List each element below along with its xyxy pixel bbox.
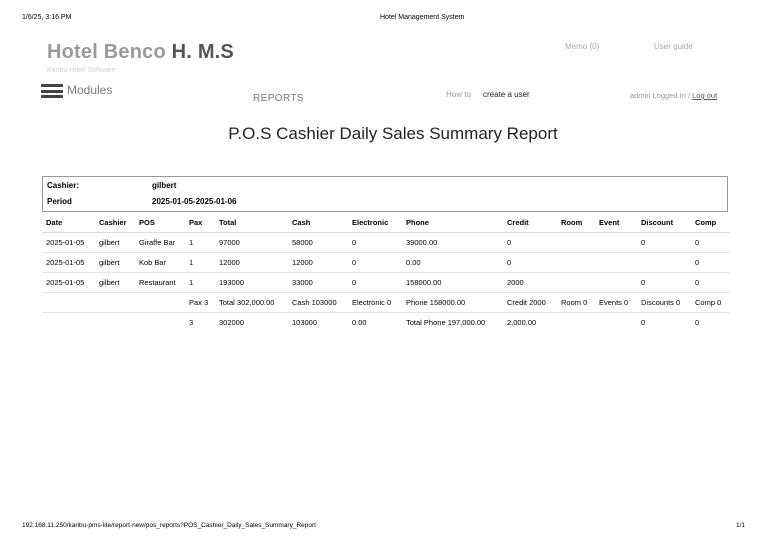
- print-doc-title: Hotel Management System: [380, 14, 465, 21]
- table-cell: 0: [695, 318, 700, 327]
- table-cell: [595, 233, 637, 253]
- table-cell: Comp 0: [691, 293, 730, 313]
- table-cell: 12000: [215, 253, 288, 273]
- table-cell: Kob Bar: [135, 253, 185, 273]
- login-status: [630, 91, 717, 100]
- table-cell: Electronic 0: [348, 293, 402, 313]
- column-header: Cash: [288, 213, 348, 233]
- table-cell: Giraffe Bar: [135, 233, 185, 253]
- table-cell: 0: [691, 253, 730, 273]
- table-cell: 0.00: [402, 253, 503, 273]
- column-header: Comp: [691, 213, 730, 233]
- table-cell: 2025-01-05: [42, 273, 95, 293]
- table-cell: Events 0: [595, 293, 637, 313]
- table-cell: 0: [348, 233, 402, 253]
- table-cell: 0: [637, 233, 691, 253]
- table-row: [42, 313, 730, 333]
- table-cell: [42, 293, 95, 313]
- table-cell: [42, 313, 95, 333]
- table-cell: 0: [348, 273, 402, 293]
- brand-name-light: Hotel Benco: [47, 41, 166, 63]
- cashier-value: gilbert: [152, 181, 177, 190]
- logged-in-text: admin Logged In /: [630, 91, 691, 100]
- brand-name-dark: H. M.S: [171, 41, 234, 63]
- table-cell: 0: [348, 253, 402, 273]
- table-cell: 3: [189, 318, 194, 327]
- period-value: 2025-01-05-2025-01-06: [152, 197, 237, 206]
- table-cell: [557, 313, 595, 333]
- table-cell: 33000: [288, 273, 348, 293]
- how-to-label: How to: [446, 90, 471, 99]
- table-cell: Cash 103000: [288, 293, 348, 313]
- table-cell: 2000: [503, 273, 557, 293]
- table-cell: [595, 273, 637, 293]
- table-cell: [95, 313, 135, 333]
- table-cell: 302000: [219, 318, 245, 327]
- table-cell: Phone 158000.00: [402, 293, 503, 313]
- menu-icon[interactable]: [41, 84, 63, 98]
- table-cell: gilbert: [95, 273, 135, 293]
- table-cell: 12000: [288, 253, 348, 273]
- table-cell: [135, 313, 185, 333]
- table-cell: 1: [185, 233, 215, 253]
- column-header: Cashier: [95, 213, 135, 233]
- table-cell: [95, 293, 135, 313]
- sales-summary-table: [42, 213, 730, 332]
- column-header: Phone: [402, 213, 503, 233]
- table-cell: 0: [503, 253, 557, 273]
- print-page-number: 1/1: [736, 522, 746, 529]
- table-cell: Room 0: [557, 293, 595, 313]
- table-cell: 2,000.00: [507, 318, 537, 327]
- table-cell: gilbert: [95, 253, 135, 273]
- table-cell: 1: [185, 253, 215, 273]
- column-header: POS: [135, 213, 185, 233]
- table-cell: Total 302,000.00: [215, 293, 288, 313]
- table-cell: 0: [637, 273, 691, 293]
- table-cell: 39000.00: [402, 233, 503, 253]
- table-cell: [135, 293, 185, 313]
- column-header: Date: [42, 213, 95, 233]
- table-cell: 193000: [215, 273, 288, 293]
- table-cell: 158000.00: [402, 273, 503, 293]
- table-cell: 97000: [215, 233, 288, 253]
- column-header: Event: [595, 213, 637, 233]
- table-cell: 0: [691, 233, 730, 253]
- table-cell: [557, 253, 595, 273]
- table-cell: [557, 273, 595, 293]
- table-cell: gilbert: [95, 233, 135, 253]
- table-cell: 1: [185, 273, 215, 293]
- modules-menu[interactable]: Modules: [67, 83, 113, 97]
- column-header: Discount: [637, 213, 691, 233]
- table-cell: 0: [503, 233, 557, 253]
- report-title: P.O.S Cashier Daily Sales Summary Report: [228, 124, 558, 143]
- memo-link[interactable]: Memo (0): [565, 42, 600, 51]
- table-cell: [595, 253, 637, 273]
- table-cell: Total Phone 197,000.00: [406, 318, 486, 327]
- table-cell: [637, 253, 691, 273]
- table-cell: Credit 2000: [503, 293, 557, 313]
- table-cell: 0.00: [352, 318, 367, 327]
- print-footer-url: 192.168.11.250/karibu-pms-lite/report-new/pos_reports?POS_Cashier_Daily_Sales_Summary_Report: [22, 522, 316, 529]
- reports-heading: REPORTS: [253, 93, 304, 104]
- report-info-box: [42, 176, 728, 212]
- table-cell: 103000: [292, 318, 318, 327]
- table-cell: Restaurant: [135, 273, 185, 293]
- table-cell: 0: [641, 318, 646, 327]
- logout-link[interactable]: Log out: [692, 91, 718, 100]
- table-cell: Pax 3: [185, 293, 215, 313]
- table-header-row: [42, 213, 730, 233]
- table-cell: 2025-01-05: [42, 233, 95, 253]
- brand-logo[interactable]: [47, 41, 234, 64]
- table-row: [42, 233, 730, 253]
- table-row: [42, 293, 730, 313]
- create-user-link[interactable]: create a user: [483, 90, 530, 99]
- table-cell: [595, 313, 637, 333]
- table-cell: 2025-01-05: [42, 253, 95, 273]
- brand-tagline: Karibu Hotel Software: [47, 67, 116, 74]
- table-cell: 0: [691, 273, 730, 293]
- column-header: Credit: [503, 213, 557, 233]
- cashier-label: Cashier:: [47, 181, 80, 190]
- table-cell: 58000: [288, 233, 348, 253]
- column-header: Pax: [185, 213, 215, 233]
- period-label: Period: [47, 197, 72, 206]
- column-header: Room: [557, 213, 595, 233]
- table-cell: Discounts 0: [637, 293, 691, 313]
- table-row: [42, 273, 730, 293]
- user-guide-link[interactable]: User guide: [654, 42, 693, 51]
- column-header: Electronic: [348, 213, 402, 233]
- table-row: [42, 253, 730, 273]
- table-cell: [557, 233, 595, 253]
- print-datetime: 1/6/25, 3:16 PM: [22, 14, 72, 21]
- column-header: Total: [215, 213, 288, 233]
